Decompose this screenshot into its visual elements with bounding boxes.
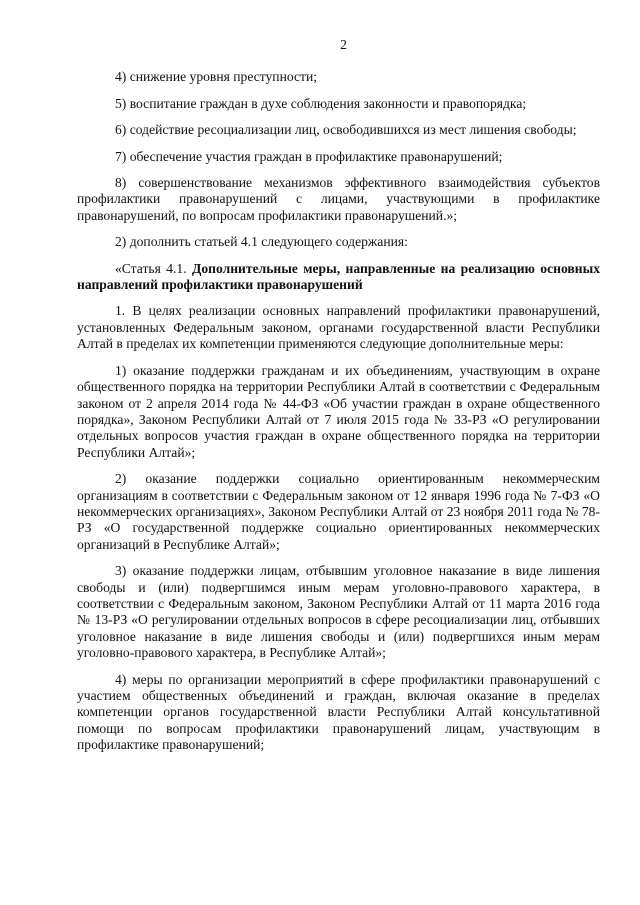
list-item-8: 8) совершенствование механизмов эффективного взаимодействия субъектов профилактики правонарушений с лицами, участвующими в профилактике правонарушений, по вопросам профилактики правонарушений.»; xyxy=(77,175,600,223)
article-prefix: «Статья 4.1. xyxy=(115,260,187,276)
measure-1: 1) оказание поддержки гражданам и их объединениям, участвующим в охране общественного порядка на территории Республики Алтай в соответствии с Федеральным законом от 2 апреля 2014 года № 44-ФЗ «Об участии граждан в охране общественного порядка», Законом Республики Алтай от 7 июля 2015 года № 33-РЗ «О регулировании отдельных вопросов участия граждан в охране общественного порядка на территории Республики Алтай»; xyxy=(77,362,600,460)
list-item-5: 5) воспитание граждан в духе соблюдения законности и правопорядка; xyxy=(115,95,527,111)
list-item-7: 7) обеспечение участия граждан в профилактике правонарушений; xyxy=(115,148,503,164)
amendment-intro: 2) дополнить статьей 4.1 следующего содержания: xyxy=(115,234,408,250)
measure-3: 3) оказание поддержки лицам, отбывшим уголовное наказание в виде лишения свободы и (или) подвергшимся иным мерам уголовно-правового характера, в соответствии с Федеральным законом, Законом Республики Алтай от 11 марта 2016 года № 13-РЗ «О регулировании отдельных вопросов в сфере ресоциализации лиц, отбывших уголовное наказание в виде лишения свободы и (или) подвергшихся иным мерам уголовно-правового характера, в Республике Алтай»; xyxy=(77,563,600,661)
article-heading xyxy=(77,261,600,294)
article-paragraph-1: 1. В целях реализации основных направлений профилактики правонарушений, установленных Федеральным законом, органами государственной власти Республики Алтай в пределах их компетенции применяются следующие дополнительные меры: xyxy=(77,303,600,352)
measure-2: 2) оказание поддержки социально ориентированным некоммерческим организациям в соответствии с Федеральным законом от 12 января 1996 года № 7-ФЗ «О некоммерческих организациях», Законом Республики Алтай от 23 ноября 2011 года № 78-РЗ «О государственной поддержке социально ориентированных некоммерческих организаций в Республике Алтай»; xyxy=(77,471,600,552)
list-item-4: 4) снижение уровня преступности; xyxy=(115,69,318,85)
article-title: Дополнительные меры, направленные на реализацию основных направлений профилактики правонарушений xyxy=(77,260,600,293)
page-number: 2 xyxy=(340,37,347,52)
list-item-6: 6) содействие ресоциализации лиц, освободившихся из мест лишения свободы; xyxy=(115,122,577,138)
measure-4: 4) меры по организации мероприятий в сфере профилактики правонарушений с участием общественных объединений и граждан, включая оказание в пределах компетенции органов государственной власти Республики Алтай консультативной помощи по вопросам профилактики правонарушений лицам, участвующим в профилактике правонарушений; xyxy=(77,671,600,753)
